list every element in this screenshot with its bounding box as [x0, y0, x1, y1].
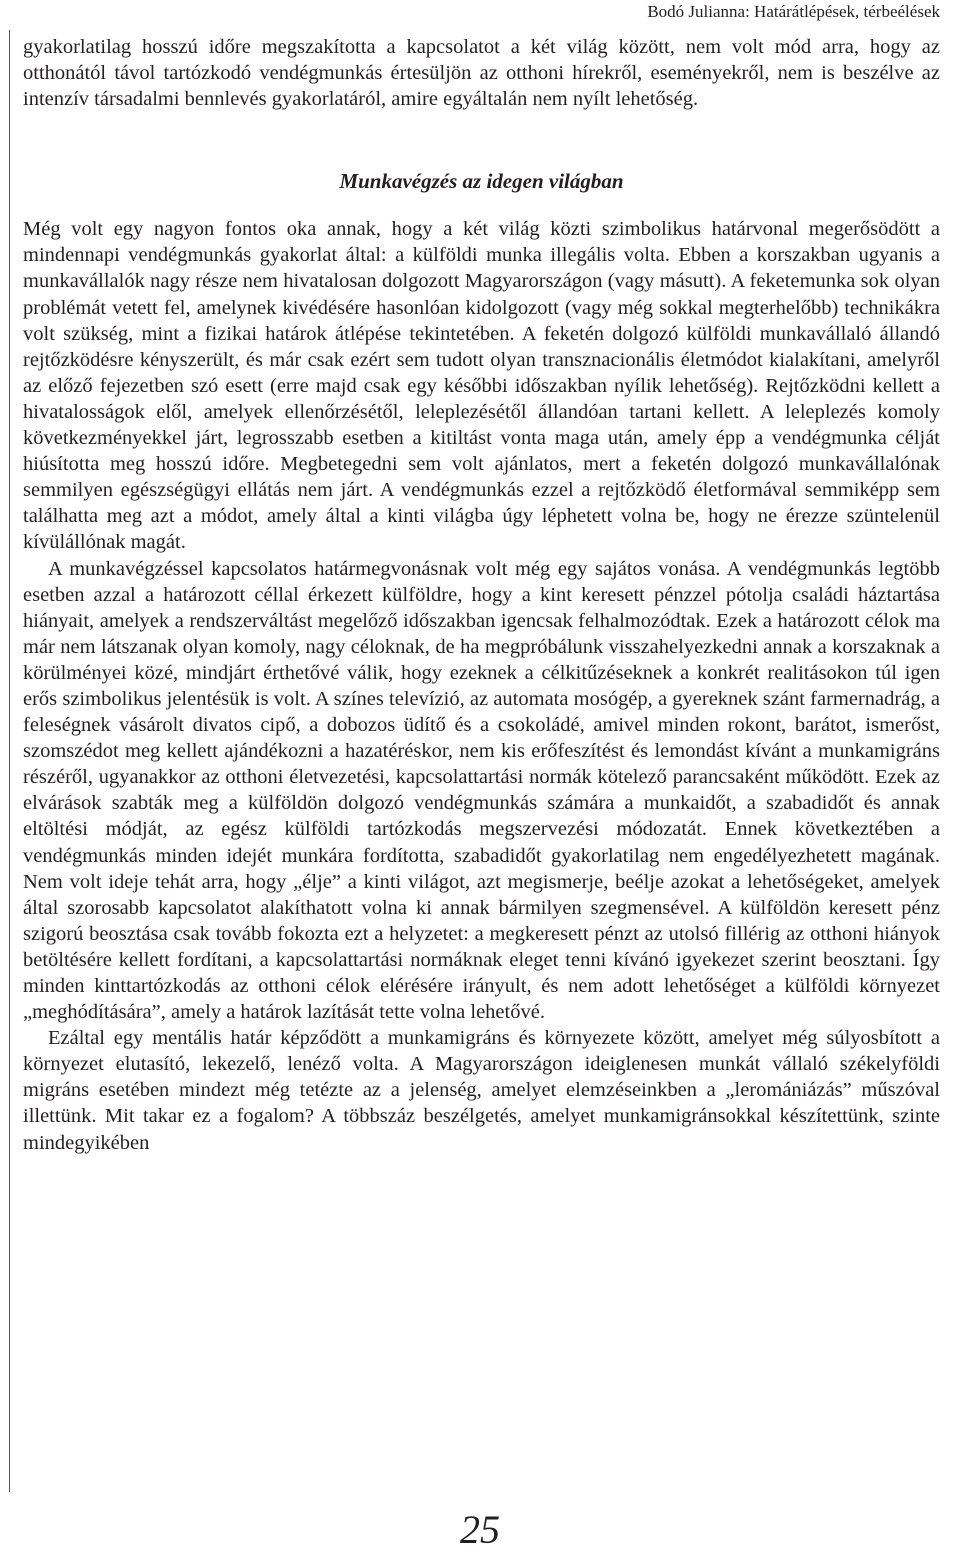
section-heading: Munkavégzés az idegen világban [339, 169, 624, 194]
running-header: Bodó Julianna: Határátlépések, térbeélések [647, 2, 940, 21]
page-body [23, 34, 940, 1156]
paragraph: A munkavégzéssel kapcsolatos határmegvonásnak volt még egy sajátos vonása. A vendégmunkás legtöbb esetben azzal a határozott céllal érkezett külföldre, hogy a kint keresett pénzzel pótolja családi háztartása hiányait, amelyek a rendszerváltást megelőző időszakban igencsak felhalmozódtak. Ezek a határozott célok ma már nem látszanak olyan komoly, nagy céloknak, de ha megpróbálunk visszahelyezkedni annak a korszaknak a körülményei közé, mindjárt érthetővé válik, hogy ezeknek a célkitűzéseknek a konkrét realitásokon túl igen erős szimbolikus jelentésük is volt. A színes televízió, az automata mosógép, a gyereknek szánt farmernadrág, a feleségnek vásárolt divatos cipő, a dobozos üdítő és a csokoládé, amivel minden rokont, barátot, ismerőst, szomszédot meg kellett ajándékozni a hazatéréskor, nem kis erőfeszítést és lemondást kívánt a munkamigráns részéről, ugyanakkor az otthoni életvezetési, kapcsolattartási normák kötelező parancsaként működött. Ezek az elvárások szabták meg a külföldön dolgozó vendégmunkás számára a munkaidőt, a szabadidőt és annak eltöltési módját, az egész külföldi tartózkodás megszervezési módozatát. Ennek következtében a vendégmunkás minden idejét munkára fordította, szabadidőt gyakorlatilag nem engedélyezhetett magának. Nem volt ideje tehát arra, hogy „élje” a kinti világot, azt megismerje, beélje azokat a lehetőségeket, amelyek által szorosabb kapcsolatot alakíthatott volna ki annak bármilyen szegmensével. A külföldön keresett pénz szigorú beosztása csak tovább fokozta ezt a helyzetet: a megkeresett pénzt az utolsó fillérig az otthoni hiányok betöltésére kellett fordítani, a kapcsolattartási normáknak eleget tenni kívánó igyekezet szerint beosztani. Így minden kinttartózkodás az otthoni célok elérésére irányult, és nem adott lehetőséget a külföldi környezet „meghódítására”, amely a határok lazítását tette volna lehetővé. [23, 557, 940, 1024]
paragraph: Még volt egy nagyon fontos oka annak, hogy a két világ közti szimbolikus határvonal megerősödött a mindennapi vendégmunkás gyakorlat által: a külföldi munka illegális volta. Ebben a korszakban ugyanis a munkavállalók nagy része nem hivatalosan dolgozott Magyarországon (vagy másutt). A feketemunka sok olyan problémát vetett fel, amelynek kivédésére hasonlóan kidolgozott (vagy még sokkal megterhelőbb) technikákra volt szükség, mint a fizikai határok átlépése tekintetében. A feketén dolgozó külföldi munkavállaló állandó rejtőzködésre kényszerült, és már csak ezért sem tudott olyan transznacionális életmódot kialakítani, amelyről az előző fejezetben szó esett (erre majd csak egy későbbi időszakban nyílik lehetőség). Rejtőzködni kellett a hivatalosságok elől, amelyek ellenőrzésétől, leleplezésétől állandóan tartani kellett. A leleplezés komoly következményekkel járt, legrosszabb esetben a kitiltást vonta maga után, amely épp a vendégmunka célját hiúsította meg hosszú időre. Megbetegedni sem volt ajánlatos, mert a feketén dolgozó munkavállalónak semmilyen egészségügyi ellátás nem járt. A vendégmunkás ezzel a rejtőzködő életformával semmiképp sem találhatta meg azt a módot, amely által a kinti világba úgy léphetett volna be, hogy ne érezze szüntelenül kívülállónak magát. [23, 218, 940, 554]
page-number: 25 [460, 1507, 500, 1552]
paragraph-continuation: gyakorlatilag hosszú időre megszakította a kapcsolatot a két világ között, nem volt mód arra, hogy az otthonától távol tartózkodó vendégmunkás értesüljön az otthoni hírekről, eseményekről, nem is beszélve az intenzív társadalmi bennlevés gyakorlatáról, amire egyáltalán nem nyílt lehetőség. [23, 36, 940, 111]
margin-rule [9, 30, 10, 1492]
page-number-container [0, 1508, 960, 1552]
paragraph: Ezáltal egy mentális határ képződött a munkamigráns és környezete között, amelyet még súlyosbított a környezet elutasító, lekezelő, lenéző volta. A Magyarországon ideiglenesen munkát vállaló székelyföldi migráns esetében mindezt még tetézte az a jelenség, amelyet elemzéseinkben a „leromániázás” műszóval illettünk. Mit takar ez a fogalom? A többszáz beszélgetés, amelyet munkamigránsokkal készítettünk, szinte mindegyikében [23, 1027, 940, 1154]
